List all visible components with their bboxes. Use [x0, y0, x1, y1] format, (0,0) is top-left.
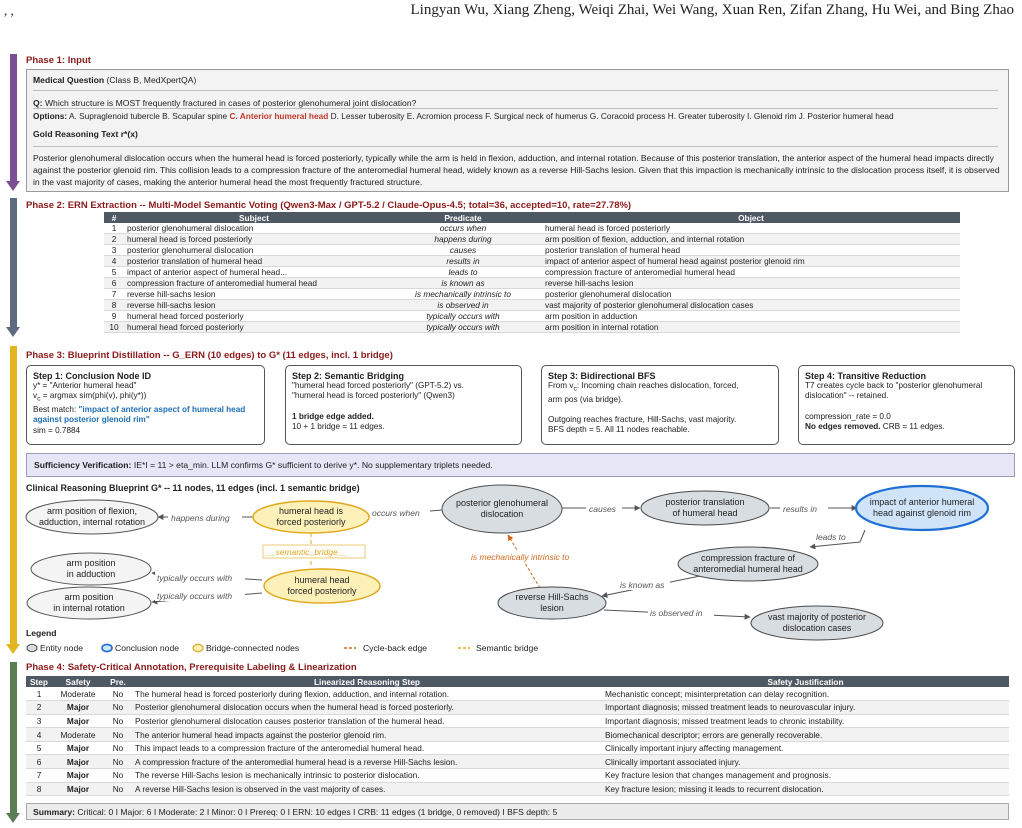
cell: 9	[104, 311, 124, 322]
node-label: anteromedial humeral head	[693, 564, 803, 574]
step-line: Outgoing reaches fracture, Hill-Sachs, vast majority.	[548, 415, 737, 425]
edge-label: is known as	[620, 580, 665, 590]
edge-label: is observed in	[650, 608, 703, 618]
node-arm-adduction	[31, 553, 151, 585]
cell: Important diagnosis; missed treatment leads to neurovascular injury.	[602, 701, 1009, 715]
legend-entity: Entity node	[40, 643, 83, 653]
node-label: forced posteriorly	[287, 586, 357, 596]
column-header: Pre.	[104, 676, 132, 687]
options-label: Options:	[33, 111, 68, 121]
phase2-title: Phase 2: ERN Extraction -- Multi-Model Semantic Voting (Qwen3-Max / GPT-5.2 / Claude-Opus-4.5; total=36, accepted=10, rate=27.78%)	[26, 200, 632, 211]
cell: Posterior glenohumeral dislocation occurs when the humeral head is forced posteriorly.	[132, 701, 602, 715]
cell: 1	[104, 223, 124, 234]
cell: Major	[52, 714, 104, 728]
author-list: Lingyan Wu, Xiang Zheng, Weiqi Zhai, Wei Wang, Xuan Ren, Zifan Zhang, Hu Wei, and Bing Zhao	[410, 2, 1014, 18]
step-line: BFS depth = 5. All 11 nodes reachable.	[548, 425, 690, 435]
node-arm-internal-rotation	[27, 587, 151, 619]
table-row	[26, 687, 1009, 701]
node-label: arm position of flexion,	[46, 506, 138, 516]
cell: 5	[104, 267, 124, 278]
legend-title: Legend	[26, 628, 57, 638]
node-reverse-hill-sachs	[498, 587, 606, 619]
cell: posterior glenohumeral dislocation	[542, 289, 960, 300]
cell: impact of anterior aspect of humeral head against posterior glenoid rim	[542, 256, 960, 267]
best-match-label: Best match:	[33, 405, 79, 415]
cell: Major	[52, 782, 104, 796]
phase1-title: Phase 1: Input	[26, 55, 91, 66]
cell: happens during	[384, 234, 542, 245]
edge-label: typically occurs with	[157, 591, 233, 601]
step-line: 1 bridge edge added.	[292, 411, 374, 421]
node-label: in internal rotation	[53, 603, 125, 613]
node-humeral-head-forced	[264, 569, 380, 603]
options-before: A. Supraglenoid tubercle B. Scapular spine	[68, 111, 228, 121]
node-humeral-head-is-forced	[253, 501, 369, 533]
table-row	[26, 728, 1009, 742]
step-line: "humeral head forced posteriorly" (GPT-5.2) vs.	[292, 381, 464, 391]
cell: posterior translation of humeral head	[124, 256, 384, 267]
step-line: compression_rate = 0.0	[805, 411, 891, 421]
summary-box	[26, 803, 1009, 820]
best-match-value: "impact of anterior aspect of humeral head against posterior glenoid rim"	[33, 405, 246, 425]
cell: leads to	[384, 267, 542, 278]
cell: Major	[52, 755, 104, 769]
node-conclusion-impact	[856, 486, 988, 530]
node-label: adduction, internal rotation	[38, 517, 146, 527]
node-arm-flexion	[26, 500, 158, 534]
cell: Major	[52, 701, 104, 715]
cell: humeral head is forced posteriorly	[124, 234, 384, 245]
cell: No	[104, 769, 132, 783]
cell: 6	[104, 278, 124, 289]
cell: Biomechanical descriptor; errors are generally recoverable.	[602, 728, 1009, 742]
node-label: posterior translation	[665, 497, 745, 507]
cell: 8	[26, 782, 52, 796]
cell: The humeral head is forced posteriorly during flexion, adduction, and internal rotation.	[132, 687, 602, 701]
cell: is mechanically intrinsic to	[384, 289, 542, 300]
cell: No	[104, 755, 132, 769]
node-posterior-translation	[641, 491, 769, 525]
crb-text: CRB = 11 edges.	[880, 421, 945, 431]
gold-heading: Gold Reasoning Text r*(x)	[33, 129, 138, 139]
table-row	[26, 755, 1009, 769]
cell: compression fracture of anteromedial humeral head	[542, 267, 960, 278]
node-label: impact of anterior humeral	[869, 497, 975, 507]
node-label: posterior glenohumeral	[455, 498, 549, 508]
cell: humeral head forced posteriorly	[124, 311, 384, 322]
argmax-text: = argmax sim(phi(v), phi(y*))	[40, 391, 147, 401]
linearization-table	[26, 676, 1009, 796]
cell: No	[104, 701, 132, 715]
options-after: D. Lesser tuberosity E. Acromion process F. Surgical neck of humerus G. Coracoid process H. Greater tuberosity I. Glenoid rim J. Posterior humeral head	[330, 111, 894, 121]
cell: humeral head forced posteriorly	[124, 322, 384, 333]
cell: humeral head is forced posteriorly	[542, 223, 960, 234]
edge-label: __semantic_bridge__	[266, 547, 348, 557]
step-title: Step 2: Semantic Bridging	[292, 371, 405, 381]
phase3-title: Phase 3: Blueprint Distillation -- G_ERN (10 edges) to G* (11 edges, incl. 1 bridge)	[26, 350, 393, 361]
question-heading: Medical Question	[33, 75, 105, 85]
step-line: "humeral head is forced posteriorly" (Qwen3)	[292, 391, 455, 401]
cell: causes	[384, 245, 542, 256]
question-text: Which structure is MOST frequently fractured in cases of posterior glenohumeral joint dislocation?	[44, 98, 417, 108]
node-label: forced posteriorly	[276, 517, 346, 527]
cell: reverse hill-sachs lesion	[124, 289, 384, 300]
cell: 3	[26, 714, 52, 728]
step-line: T7 creates cycle back to "posterior glenohumeral	[805, 381, 983, 391]
node-label: reverse Hill-Sachs	[515, 592, 589, 602]
from-vc: From v	[548, 381, 574, 391]
column-header: Predicate	[384, 212, 542, 223]
cell: Key fracture lesion that changes management and prognosis.	[602, 769, 1009, 783]
cell: Posterior glenohumeral dislocation causes posterior translation of the humeral head.	[132, 714, 602, 728]
column-header: Step	[26, 676, 52, 687]
node-vast-majority	[751, 606, 883, 640]
cell: The anterior humeral head impacts against the posterior glenoid rim.	[132, 728, 602, 742]
column-header: Object	[542, 212, 960, 223]
step-line: arm pos (via bridge).	[548, 395, 624, 405]
cell: 2	[104, 234, 124, 245]
node-label: compression fracture of	[700, 553, 796, 563]
cell: Key fracture lesion; missing it leads to recurrent dislocation.	[602, 782, 1009, 796]
node-label: humeral head	[294, 575, 350, 585]
cell: Mechanistic concept; misinterpretation can delay recognition.	[602, 687, 1009, 701]
cell: 8	[104, 300, 124, 311]
cell: A compression fracture of the anteromedial humeral head is a reverse Hill-Sachs lesion.	[132, 755, 602, 769]
cell: Moderate	[52, 728, 104, 742]
sufficiency-label: Sufficiency Verification:	[34, 460, 132, 470]
cell: 4	[26, 728, 52, 742]
cell: 7	[26, 769, 52, 783]
lin-header-row	[26, 676, 1009, 687]
step-line: sim = 0.7884	[33, 425, 81, 435]
cell: 5	[26, 741, 52, 755]
graph-title: Clinical Reasoning Blueprint G* -- 11 nodes, 11 edges (incl. 1 semantic bridge)	[26, 483, 360, 493]
cell: No	[104, 741, 132, 755]
node-label: arm position	[66, 558, 116, 568]
node-label: of humeral head	[672, 508, 738, 518]
node-label: dislocation	[480, 509, 524, 519]
cell: posterior glenohumeral dislocation	[124, 245, 384, 256]
node-label: vast majority of posterior	[767, 612, 867, 622]
step-title: Step 1: Conclusion Node ID	[33, 371, 152, 381]
vc-symbol: v	[33, 391, 38, 401]
cell: Clinically important associated injury.	[602, 755, 1009, 769]
vc-subscript: c	[573, 385, 577, 393]
gold-reasoning-text: Posterior glenohumeral dislocation occurs when the humeral head is forced posteriorly, typically while the arm is held in flexion, adduction, and internal rotation. Because of this posterior translation, the anterior aspect of the humeral head impacts directly against the posterior glenoid rim. This collision leads to a compression fracture of the anteromedial humeral head, widely known as a reverse Hill-Sachs lesion. Given that this impaction is mechanically intrinsic to the dislocation process itself, it is observed in the vast majority of cases, making the anterior humeral head the most frequently fractured structure.	[33, 153, 1000, 187]
edge-label: occurs when	[372, 508, 420, 518]
edge-label: causes	[589, 504, 616, 514]
edge-label: leads to	[816, 532, 846, 542]
legend-bridge-nodes: Bridge-connected nodes	[206, 643, 300, 653]
table-row	[26, 769, 1009, 783]
node-label: in adduction	[66, 569, 116, 579]
cell: 1	[26, 687, 52, 701]
incoming-text: : Incoming chain reaches dislocation, forced,	[576, 381, 739, 391]
cell: No	[104, 714, 132, 728]
cell: occurs when	[384, 223, 542, 234]
cell: impact of anterior aspect of humeral head...	[124, 267, 384, 278]
cell: Important diagnosis; missed treatment leads to chronic instability.	[602, 714, 1009, 728]
correct-answer: C. Anterior humeral head	[229, 111, 329, 121]
cell: 10	[104, 322, 124, 333]
node-label: dislocation cases	[782, 623, 852, 633]
cell: No	[104, 782, 132, 796]
node-label: lesion	[540, 603, 564, 613]
cell: 3	[104, 245, 124, 256]
table-row	[26, 741, 1009, 755]
column-header: Safety	[52, 676, 104, 687]
cell: No	[104, 687, 132, 701]
cell: Moderate	[52, 687, 104, 701]
cell: is known as	[384, 278, 542, 289]
legend-semantic: Semantic bridge	[476, 643, 539, 653]
column-header: #	[104, 212, 124, 223]
phase4-title: Phase 4: Safety-Critical Annotation, Prerequisite Labeling & Linearization	[26, 662, 357, 673]
node-label: humeral head is	[278, 506, 344, 516]
cell: 6	[26, 755, 52, 769]
question-meta: (Class B, MedXpertQA)	[106, 75, 197, 85]
cell: arm position in internal rotation	[542, 322, 960, 333]
column-header: Safety Justification	[602, 676, 1009, 687]
edge-label: results in	[783, 504, 818, 514]
vc-subscript: c	[37, 396, 41, 404]
table-row	[26, 701, 1009, 715]
cell: results in	[384, 256, 542, 267]
bridge-node-icon	[193, 644, 203, 651]
edge-label: is mechanically intrinsic to	[471, 552, 570, 562]
edge-label: happens during	[171, 513, 230, 523]
cell: typically occurs with	[384, 322, 542, 333]
cell: Major	[52, 769, 104, 783]
cell: arm position in adduction	[542, 311, 960, 322]
summary-text: Critical: 0 I Major: 6 I Moderate: 2 I Minor: 0 I Prereq: 0 I ERN: 10 edges I CRB: 11 edges (1 bridge, 0 removed) I BFS depth: 5	[75, 807, 558, 817]
step-title: Step 3: Bidirectional BFS	[548, 371, 656, 381]
cell: compression fracture of anteromedial humeral head	[124, 278, 384, 289]
cell: vast majority of posterior glenohumeral dislocation cases	[542, 300, 960, 311]
edge-label: typically occurs with	[157, 573, 233, 583]
cell: arm position of flexion, adduction, and internal rotation	[542, 234, 960, 245]
running-header-left: , ,	[4, 3, 14, 18]
cell: reverse hill-sachs lesion	[542, 278, 960, 289]
q-label: Q:	[33, 98, 43, 108]
column-header: Subject	[124, 212, 384, 223]
entity-node-icon	[27, 644, 37, 651]
cell: reverse hill-sachs lesion	[124, 300, 384, 311]
column-header: Linearized Reasoning Step	[132, 676, 602, 687]
cell: This impact leads to a compression fracture of the anteromedial humeral head.	[132, 741, 602, 755]
legend-conclusion: Conclusion node	[115, 643, 180, 653]
cell: 4	[104, 256, 124, 267]
cell: posterior glenohumeral dislocation	[124, 223, 384, 234]
cell: The reverse Hill-Sachs lesion is mechanically intrinsic to posterior dislocation.	[132, 769, 602, 783]
cell: No	[104, 728, 132, 742]
node-compression-fracture	[678, 547, 818, 581]
cell: Clinically important injury affecting management.	[602, 741, 1009, 755]
summary-label: Summary:	[33, 807, 76, 817]
node-label: arm position	[64, 592, 114, 602]
sufficiency-text: IE*I = 11 > eta_min. LLM confirms G* sufficient to derive y*. No supplementary triplets needed.	[131, 460, 493, 470]
cell: typically occurs with	[384, 311, 542, 322]
table-row	[26, 782, 1009, 796]
cell: 2	[26, 701, 52, 715]
legend-cycle: Cycle-back edge	[363, 643, 428, 653]
cell: A reverse Hill-Sachs lesion is observed in the vast majority of cases.	[132, 782, 602, 796]
table-row	[26, 714, 1009, 728]
step-title: Step 4: Transitive Reduction	[805, 371, 927, 381]
cell: is observed in	[384, 300, 542, 311]
step-line: dislocation" -- retained.	[805, 391, 889, 401]
cell: posterior translation of humeral head	[542, 245, 960, 256]
cell: 7	[104, 289, 124, 300]
no-edges-removed: No edges removed.	[805, 421, 881, 431]
step-line: y* = "Anterior humeral head"	[33, 381, 137, 391]
step-line: 10 + 1 bridge = 11 edges.	[292, 421, 385, 431]
node-label: head against glenoid rim	[872, 508, 972, 518]
node-posterior-dislocation	[442, 485, 562, 533]
cell: Major	[52, 741, 104, 755]
conclusion-node-icon	[102, 644, 112, 651]
